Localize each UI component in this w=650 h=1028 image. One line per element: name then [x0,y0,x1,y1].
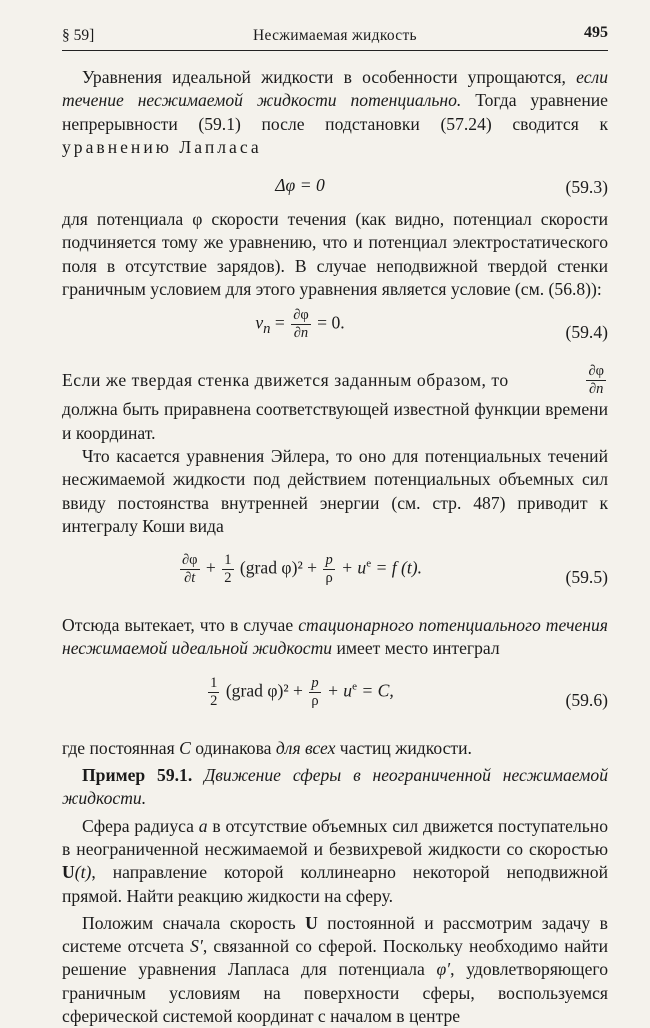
equation-59-6 [62,669,608,729]
equation-59-5 [62,546,608,606]
paragraph-1: Уравнения идеальной жидкости в особенности упрощаются, если течение несжимаемой жидкости потенциально. Тогда уравнение непрерывности (59.1) после подстановки (57.24) сводится к уравнению Лапласа [62,67,608,157]
paragraph-3-cont: должна быть приравнена соответствующей известной функции времени и координат. [62,399,608,443]
paragraph-7: Сфера радиуса a в отсутствие объемных сил движется поступательно в неограниченной несжимаемой и безвихревой жидкости со скоростью U(t), направление которой коллинеарно некоторой неподвижной прямой. Найти реакцию жидкости на сферу. [62,815,608,906]
equation-body: $\frac{1}{2}$ (grad φ)² + $\frac{p}{\rho}$ + $u^e = C$, [210,674,394,709]
fraction: $\frac{\partial\varphi}{\partial n}$ [293,307,309,342]
equation-number: (59.4) [565,322,608,343]
equation-number: (59.6) [565,689,608,710]
equation-59-3 [62,164,608,208]
paragraph-6: где постоянная C одинакова для всех частиц жидкости. [62,737,472,758]
equation-number: (59.5) [565,567,608,588]
paragraph-3-text: Если же твердая стенка движется заданным образом, то [62,370,509,391]
example-heading: Пример 59.1. Движение сферы в неограниченной несжимаемой жидкости. [62,765,609,809]
running-title: Несжимаемая жидкость [253,27,417,44]
section-ref: § 59] [62,27,95,44]
paragraph-8: Положим сначала скорость U постоянной и рассмотрим задачу в системе отсчета S′, связанной со сферой. Поскольку необходимо найти решение уравнения Лапласа для потенциала φ′, удовлетворяющего граничным условиям на поверхности сферы, воспользуемся сферической системой координат с началом в центре [62,912,608,1027]
paragraph-4: Что касается уравнения Эйлера, то оно для потенциальных течений несжимаемой жидкости под действием потенциальных объемных сил ввиду постоянства внутренней энергии (см. стр. 487) приводит к интегралу Коши вида [62,445,608,536]
paragraph-3-line [62,363,608,398]
equation-number: (59.3) [565,177,608,198]
fraction: $\frac{\partial\varphi}{\partial n}$ [588,363,604,398]
equation-body: $v_n$ = $\frac{\partial\varphi}{\partial n}$ = 0. [255,307,345,342]
equation-59-4 [62,301,608,361]
paragraph-5: Отсюда вытекает, что в случае стационарного потенциального течения несжимаемой идеальной жидкости имеет место интеграл [62,615,608,659]
equation-body: Δφ = 0 [275,175,325,196]
running-header [62,24,608,50]
header-rule [62,50,608,51]
page-number: 495 [584,24,608,41]
equation-body: $\frac{\partial\varphi}{\partial t}$ + $\frac{1}{2}$ (grad φ)² + $\frac{p}{\rho}$ + $u^e = f$ (t). [181,552,423,587]
page-body [62,66,608,1028]
paragraph-2: для потенциала φ скорости течения (как видно, потенциал скорости подчиняется тому же уравнению, что и потенциал электростатического поля в отсутствие зарядов). В случае неподвижной твердой стенки граничным условием для этого уравнения является условие (см. (56.8)): [62,209,608,300]
